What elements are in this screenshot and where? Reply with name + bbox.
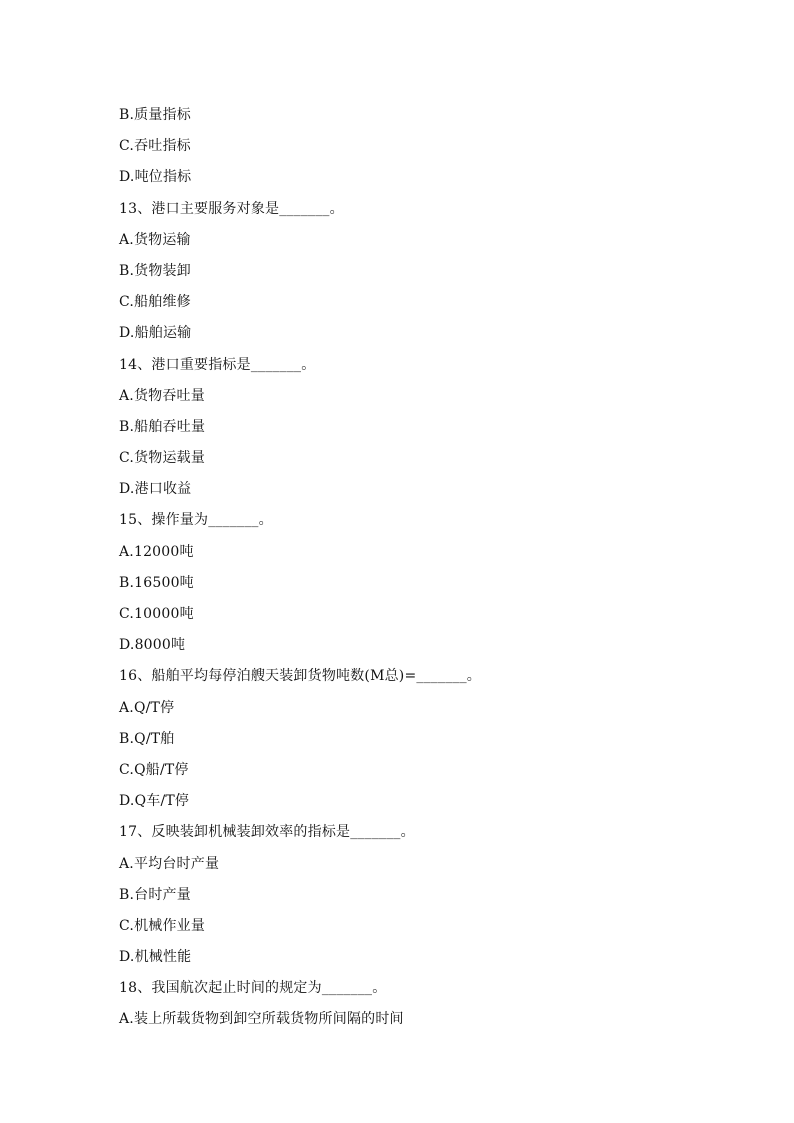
option-14-b: B.船舶吞吐量 (119, 418, 206, 435)
option-16-b: B.Q/T舶 (119, 730, 175, 747)
option-15-b: B.16500吨 (119, 574, 194, 591)
option-14-c: C.货物运载量 (119, 450, 206, 467)
option-13-c: C.船舶维修 (119, 294, 191, 311)
option-18-a: A.装上所载货物到卸空所载货物所间隔的时间 (119, 1011, 404, 1028)
option-15-d: D.8000吨 (119, 637, 186, 654)
option-13-b: B.货物装卸 (119, 262, 191, 279)
option-17-c: C.机械作业量 (119, 917, 206, 934)
question-14: 14、港口重要指标是_______。 (119, 356, 316, 373)
option-15-c: C.10000吨 (119, 606, 194, 622)
question-17: 17、反映装卸机械装卸效率的指标是_______。 (119, 824, 415, 841)
option-16-a: A.Q/T停 (119, 699, 175, 716)
question-13: 13、港口主要服务对象是_______。 (119, 200, 344, 217)
option-16-c: C.Q船/T停 (119, 761, 189, 778)
option-14-d: D.港口收益 (119, 481, 192, 498)
option-17-a: A.平均台时产量 (119, 855, 220, 872)
question-16: 16、船舶平均每停泊艘天装卸货物吨数(M总)=_______。 (119, 668, 482, 685)
option-14-a: A.货物吞吐量 (119, 387, 205, 404)
option-15-a: A.12000吨 (119, 543, 194, 560)
option-b-quality: B.质量指标 (119, 107, 191, 123)
option-13-a: A.货物运输 (119, 231, 191, 248)
question-list (119, 100, 719, 1036)
question-18: 18、我国航次起止时间的规定为_______。 (119, 980, 387, 997)
option-17-d: D.机械性能 (119, 949, 192, 966)
question-15: 15、操作量为_______。 (119, 512, 273, 529)
option-17-b: B.台时产量 (119, 886, 191, 903)
option-13-d: D.船舶运输 (119, 325, 192, 342)
option-16-d: D.Q车/T停 (119, 793, 190, 810)
option-d-tonnage: D.吨位指标 (119, 169, 192, 186)
option-c-throughput: C.吞吐指标 (119, 138, 191, 155)
